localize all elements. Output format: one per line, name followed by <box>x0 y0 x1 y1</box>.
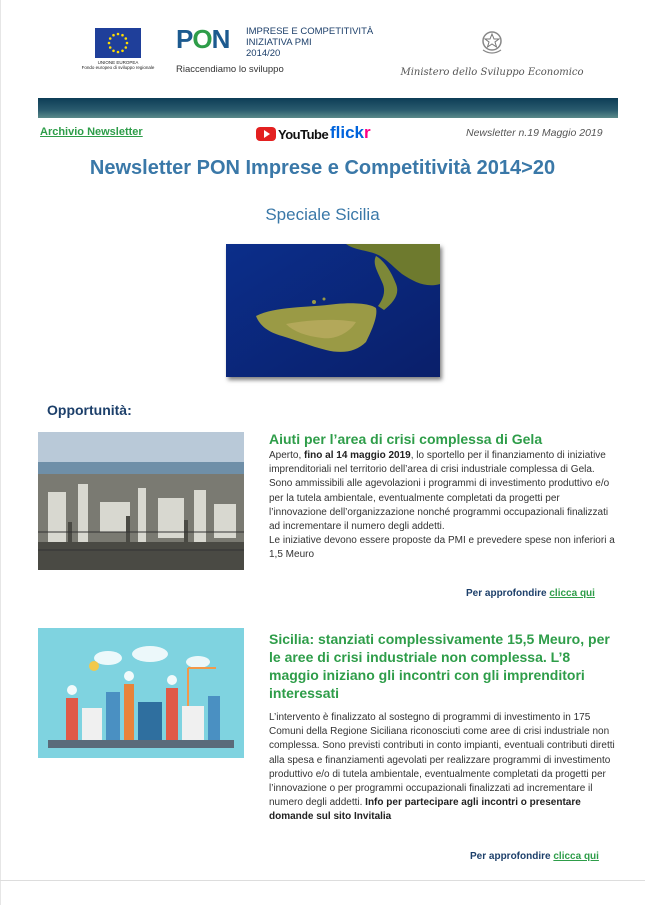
flickr-link[interactable] <box>330 123 371 143</box>
pon-wordmark <box>176 24 229 55</box>
newsletter-subtitle: Speciale Sicilia <box>265 205 380 224</box>
ministry-logo <box>392 28 592 78</box>
eu-logo <box>78 28 158 70</box>
clicca-qui-link[interactable]: clicca qui <box>549 588 595 599</box>
eu-label <box>78 60 158 70</box>
header-band <box>38 98 618 118</box>
archive-newsletter-link[interactable]: Archivio Newsletter <box>40 126 143 138</box>
article-text: Aperto, <box>269 450 305 461</box>
pon-letter-p: P <box>176 24 193 54</box>
read-more-label: Per approfondire <box>466 588 550 599</box>
article-body-gela <box>269 449 619 563</box>
industrial-area-illustration <box>38 628 244 758</box>
italian-emblem-icon <box>479 28 505 56</box>
ministry-name: Ministero dello Sviluppo Economico <box>400 67 584 78</box>
pon-logo <box>176 24 386 84</box>
article-title-sicilia[interactable]: Sicilia: stanziati complessivamente 15,5 Meuro, per le aree di crisi industriale non complessa. L’8 maggio iniziano gli incontri con gli imprenditori interessati <box>269 631 610 701</box>
footer-divider <box>0 880 645 881</box>
article-text: Le iniziative devono essere proposte da PMI e prevedere spese non inferiori a 1,5 Meuro <box>269 535 615 561</box>
gela-refinery-image <box>38 432 244 570</box>
eu-flag-icon <box>95 28 141 58</box>
eu-label-line1: UNIONE EUROPEA <box>97 60 139 65</box>
pon-line-1: IMPRESE E COMPETITIVITÀ <box>246 26 374 37</box>
read-more-label: Per approfondire <box>470 851 554 862</box>
article-title-gela[interactable]: Aiuti per l’area di crisi complessa di Gela <box>269 431 543 447</box>
article-deadline: fino al 14 maggio 2019 <box>304 450 411 461</box>
article-text: , lo sportello per il finanziamento di iniziative imprenditoriali nel territorio dell’area di crisi industriale complessa di Gela. <box>269 450 606 476</box>
sicily-map-image <box>226 244 440 377</box>
youtube-label: YouTube <box>278 126 329 142</box>
eu-label-line2: Fondo europeo di sviluppo regionale <box>81 65 155 70</box>
pon-years: 2014/20 <box>246 48 281 59</box>
article-text: Sono ammissibili alle agevolazioni i programmi di investimento produttivo e/o per la tutela ambientale, eventualmente completati da progetti per l’innovazione dell’organizzazione nonché programmi occupazionali finalizzati ad incrementare il numero degli addetti. <box>269 478 610 533</box>
pon-power-icon: O <box>192 24 212 54</box>
flickr-label-end: r <box>364 123 371 142</box>
pon-tagline: Riaccendiamo lo sviluppo <box>176 64 284 75</box>
read-more-gela <box>466 588 595 599</box>
newsletter-issue: Newsletter n.19 Maggio 2019 <box>466 127 603 139</box>
pon-description <box>246 26 373 59</box>
flickr-label: flick <box>330 123 365 142</box>
article-text: L’intervento è finalizzato al sostegno di programmi di investimento in 175 Comuni della Regione Siciliana riconosciuti come aree di crisi industriale non complessa. Sono previsti contributi in conto impianti, eventuali contributi diretti alla spesa e finanziamenti agevolati per realizzare programmi di investimento produttivo e/o di tutela ambientale, eventualmente completati da progetti per l’innovazione o per programmi occupazionali finalizzati ad incrementare il numero degli addetti. <box>269 712 615 809</box>
newsletter-title: Newsletter PON Imprese e Competitività 2014>20 <box>89 157 556 179</box>
section-heading-opportunita: Opportunità: <box>47 402 132 418</box>
youtube-link[interactable] <box>256 126 328 142</box>
article-info-bold: Info per partecipare agli incontri o presentare domande sul sito Invitalia <box>269 797 581 823</box>
clicca-qui-link[interactable]: clicca qui <box>553 851 599 862</box>
page-border <box>0 0 1 905</box>
pon-line-2: INIZIATIVA PMI <box>246 37 312 48</box>
youtube-play-icon <box>256 127 276 141</box>
article-body-sicilia <box>269 711 621 825</box>
pon-letter-n: N <box>211 24 230 54</box>
read-more-sicilia <box>470 851 599 862</box>
